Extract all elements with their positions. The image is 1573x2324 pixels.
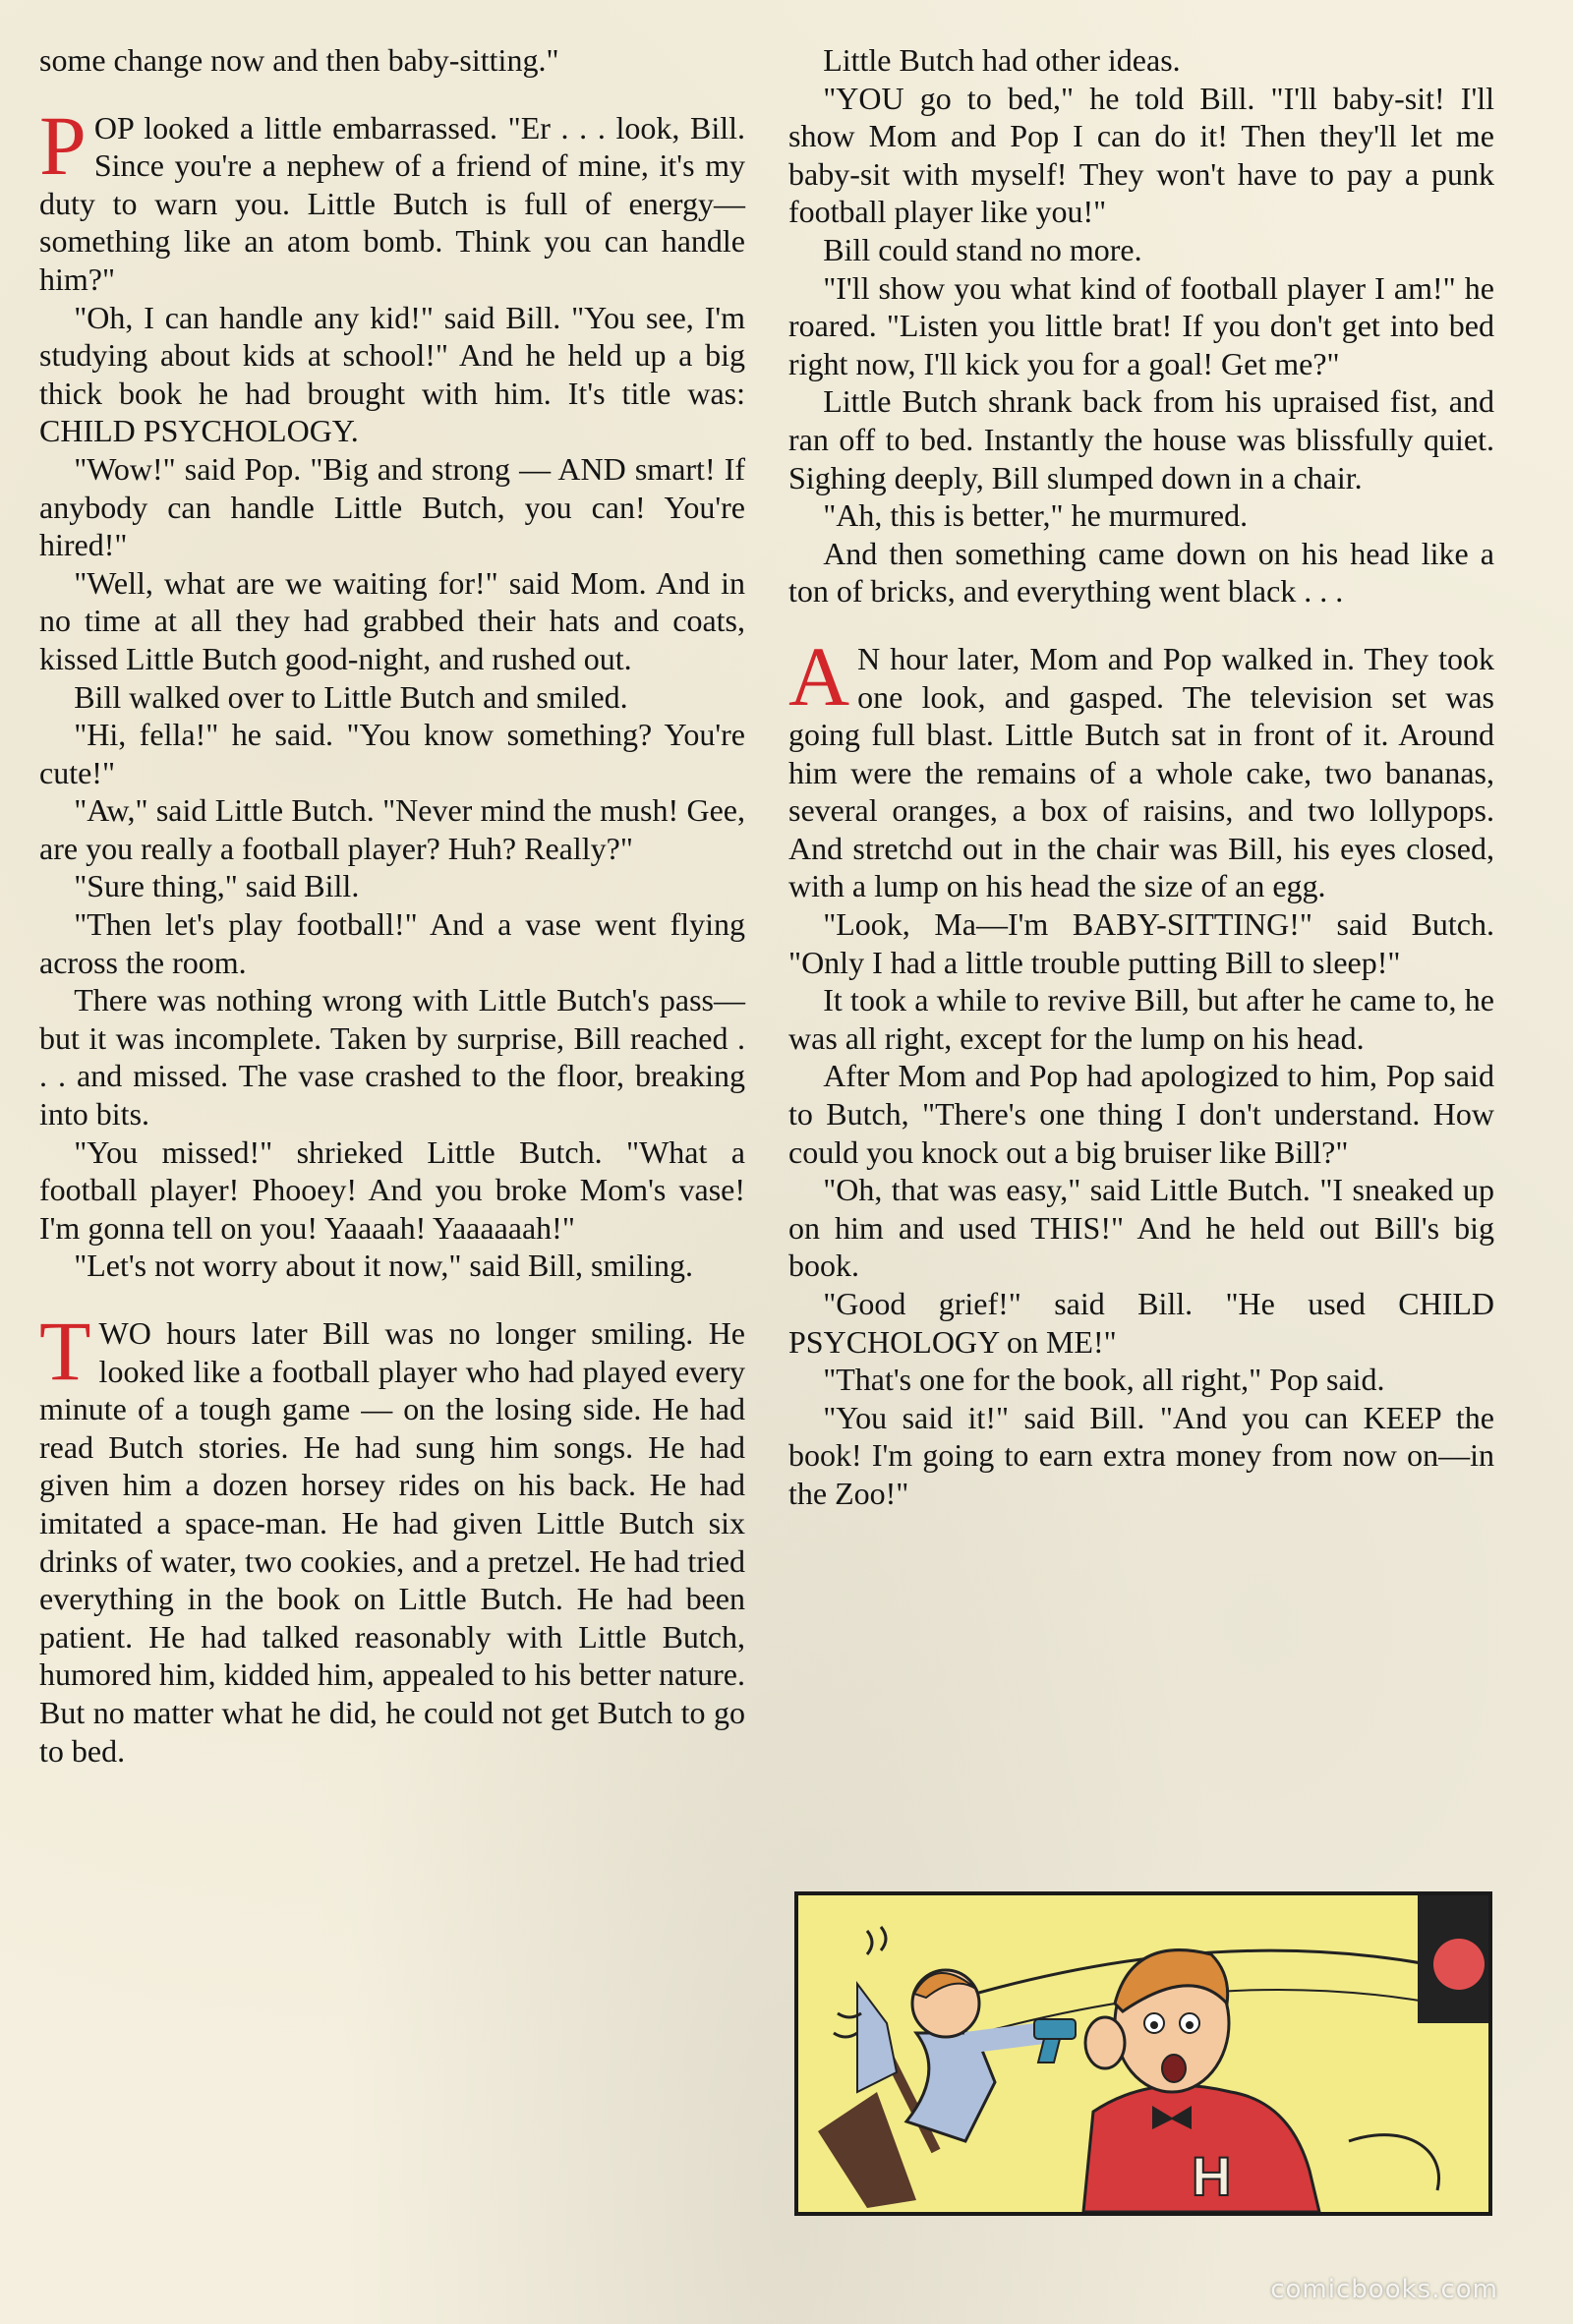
paragraph-text: "Oh, I can handle any kid!" said Bill. "You see, I'm studying about kids at school!" And he held up a big thick book he had brought with him. It's title was: CHILD PSYCHOLOGY. [39,299,745,449]
paragraph [788,231,1494,269]
paragraph-text: There was nothing wrong with Little Butch's pass—but it was incomplete. Taken by surprise, Bill reached . . . and missed. The vase crashed to the floor, breaking into bits. [39,982,745,1133]
section-gap [39,80,745,109]
drop-cap: T [39,1304,91,1398]
paragraph-text: "Ah, this is better," he murmured. [823,497,1249,534]
paragraph-text: "Sure thing," said Bill. [74,868,360,904]
paragraph [788,382,1494,496]
paragraph-text: "YOU go to bed," he told Bill. "I'll baby-sit! I'll show Mom and Pop I can do it! Then they'll let me baby-sit with myself! They won't have to pay a punk football player like you!" [788,80,1494,230]
paragraph [788,1285,1494,1361]
paragraph-text: "Oh, that was easy," said Little Butch. "I sneaked up on him and used THIS!" And he held out Bill's big book. [788,1172,1494,1284]
section-gap [39,1285,745,1314]
paragraph [788,496,1494,535]
drop-cap: A [788,628,850,724]
paragraph-text: Little Butch shrank back from his upraised fist, and ran off to bed. Instantly the house was blissfully quiet. Sighing deeply, Bill slumped down in a chair. [788,383,1494,495]
paragraph-text: Bill could stand no more. [823,231,1142,267]
paragraph-text: OP looked a little embarrassed. "Er . . . look, Bill. Since you're a nephew of a friend of mine, it's my duty to warn you. Little Butch is full of energy—something like an atom bomb. Think you can handle him?" [39,109,745,297]
paragraph-text: "Good grief!" said Bill. "He used CHILD PSYCHOLOGY on ME!" [788,1286,1494,1360]
paragraph [39,1133,745,1248]
paragraph-text: "You missed!" shrieked Little Butch. "What a football player! Phooey! And you broke Mom's vase! I'm gonna tell on you! Yaaaah! Yaaaaaah!" [39,1133,745,1246]
paragraph [39,791,745,867]
paragraph-text: "You said it!" said Bill. "And you can KEEP the book! I'm going to earn extra money from now on—in the Zoo!" [788,1399,1494,1511]
paragraph [39,678,745,717]
paragraph [39,981,745,1133]
paragraph [788,269,1494,383]
left-text-column [39,41,745,1770]
paragraph [39,450,745,564]
paragraph [788,905,1494,981]
drop-cap: P [39,97,87,193]
paragraph [788,80,1494,231]
section-gap [788,610,1494,640]
section-lead-paragraph [788,628,1494,905]
paragraph [788,1171,1494,1285]
paragraph-text: "Aw," said Little Butch. "Never mind the mush! Gee, are you really a football player? Huh? Really?" [39,792,745,866]
paragraph [788,1057,1494,1171]
section-lead-paragraph [39,1304,745,1770]
sweater-letter: H [1192,2145,1232,2207]
paragraph [39,564,745,678]
paragraph [788,981,1494,1057]
paragraph-text: "Hi, fella!" he said. "You know something? You're cute!" [39,717,745,790]
paragraph-text: "Look, Ma—I'm BABY-SITTING!" said Butch. "Only I had a little trouble putting Bill to sleep!" [788,906,1494,980]
paragraph-text: "I'll show you what kind of football player I am!" he roared. "Listen you little brat! If you don't get into bed right now, I'll kick you for a goal! Get me?" [788,269,1494,381]
paragraph [39,1247,745,1285]
paragraph-text: "Wow!" said Pop. "Big and strong — AND smart! If anybody can handle Little Butch, you can! You're hired!" [39,450,745,563]
right-text-column [788,41,1494,1513]
paragraph [788,41,1494,80]
paragraph [39,867,745,905]
paragraph-text: some change now and then baby-sitting." [39,42,559,78]
illustration-drawing [798,1895,1488,2212]
comic-illustration-panel [794,1891,1492,2216]
paragraph-text: It took a while to revive Bill, but after he came to, he was all right, except for the lump on his head. [788,982,1494,1056]
paragraph [788,535,1494,610]
paragraph-text: Bill walked over to Little Butch and smiled. [74,678,628,715]
section-lead-paragraph [39,97,745,299]
paragraph-text: N hour later, Mom and Pop walked in. They took one look, and gasped. The television set was going full blast. Little Butch sat in front of it. Around him were the remains of a whole cake, two bananas, several oranges, a box of raisins, and two lollypops. And stretchd out in the chair was Bill, his eyes closed, with a lump on his head the size of an egg. [788,640,1494,904]
paragraph-text: "Let's not worry about it now," said Bill, smiling. [74,1248,693,1284]
paragraph-text: WO hours later Bill was no longer smiling. He looked like a football player who had played every minute of a tough game — on the losing side. He had read Butch stories. He had sung him songs. He had given him a dozen horsey rides on his back. He had imitated a space-man. He had given Little Butch six drinks of water, two cookies, and a pretzel. He had tried everything in the book on Little Butch. He had been patient. He had talked reasonably with Little Butch, humored him, kidded him, appealed to his better nature. But no matter what he did, he could not get Butch to go to bed. [39,1315,745,1769]
paragraph-text: And then something came down on his head like a ton of bricks, and everything went black . . . [788,535,1494,610]
paragraph [788,1399,1494,1513]
paragraph-text: After Mom and Pop had apologized to him, Pop said to Butch, "There's one thing I don't understand. How could you knock out a big bruiser like Bill?" [788,1058,1494,1170]
watermark: comicbooks.com [1270,2275,1498,2304]
paragraph [788,1361,1494,1399]
paragraph [39,299,745,450]
paragraph [39,716,745,791]
paragraph-text: "That's one for the book, all right," Pop said. [823,1362,1385,1398]
paragraph-text: "Well, what are we waiting for!" said Mom. And in no time at all they had grabbed their hats and coats, kissed Little Butch good-night, and rushed out. [39,564,745,676]
paragraph [39,905,745,981]
paragraph-text: "Then let's play football!" And a vase went flying across the room. [39,906,745,980]
paragraph [39,41,745,80]
paragraph-text: Little Butch had other ideas. [823,42,1181,78]
